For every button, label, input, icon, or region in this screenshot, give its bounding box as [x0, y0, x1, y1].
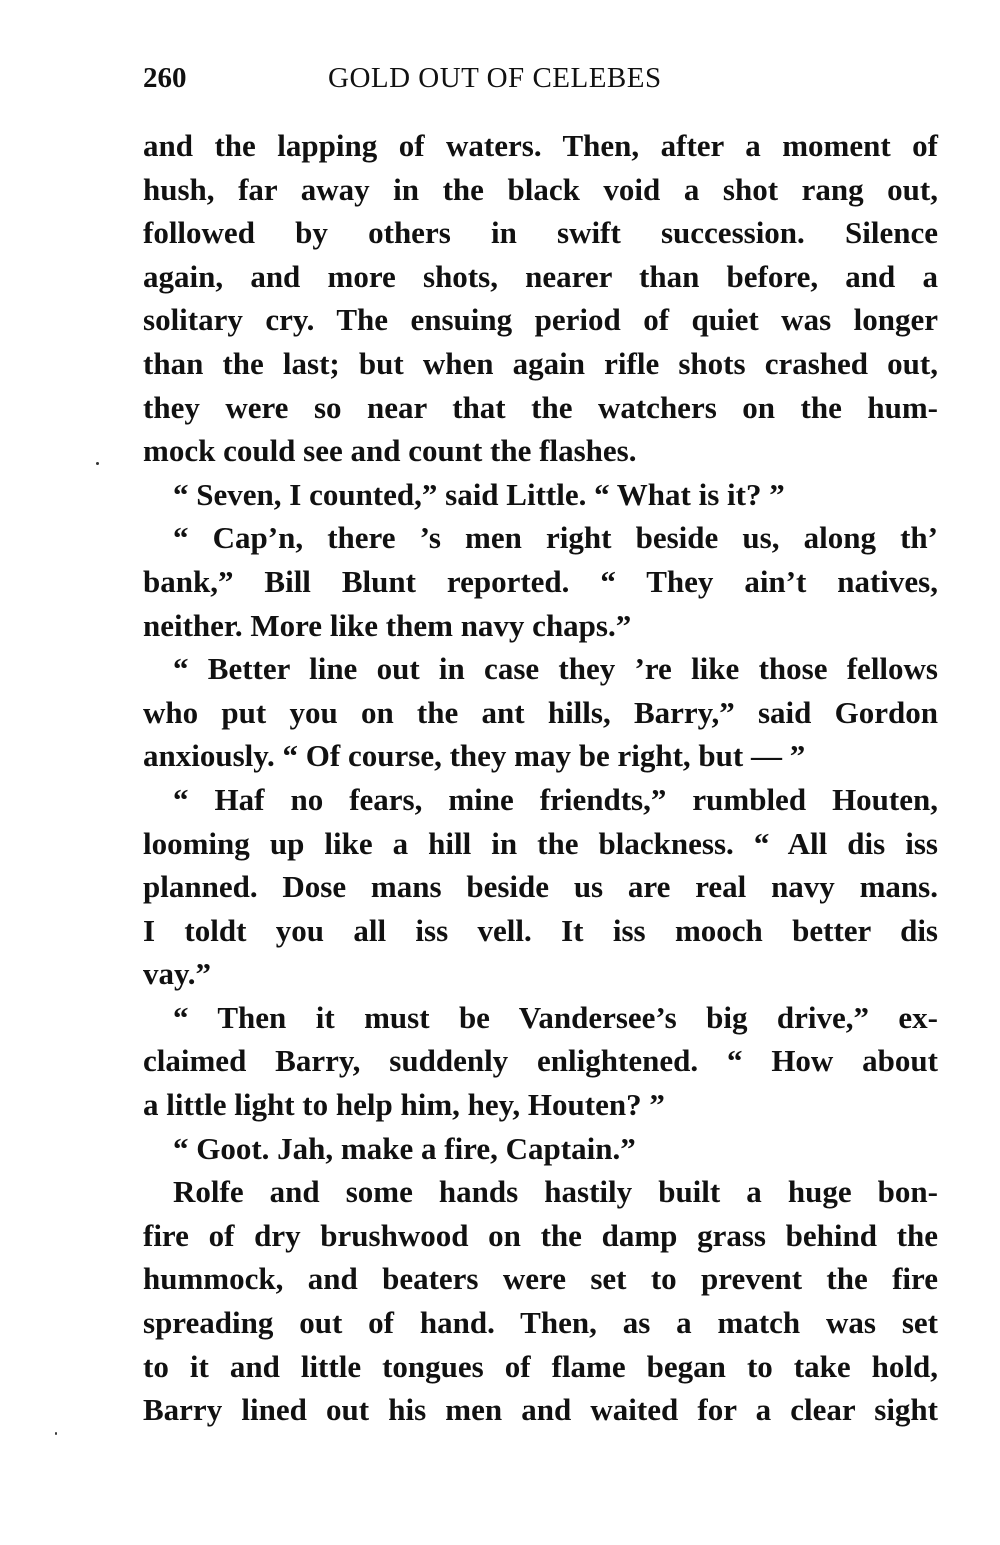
text-line: Barry lined out his men and waited for a clear sight	[143, 1392, 938, 1428]
text-line: “ Goot. Jah, make a fire, Captain.”	[173, 1130, 636, 1166]
text-line: fire of dry brushwood on the damp grass behind the	[143, 1217, 938, 1253]
text-line: “ Then it must be Vandersee’s big drive,” ex-	[173, 999, 938, 1035]
text-line: bank,” Bill Blunt reported. “ They ain’t natives,	[143, 563, 938, 599]
text-line: followed by others in swift succession. Silence	[143, 215, 938, 251]
text-line: mock could see and count the flashes.	[143, 433, 637, 469]
text-line: to it and little tongues of flame began to take hold,	[143, 1348, 938, 1384]
text-line: again, and more shots, nearer than before, and a	[143, 258, 938, 294]
text-line: looming up like a hill in the blackness. “ All dis iss	[143, 825, 938, 861]
page-number: 260	[143, 62, 187, 94]
text-line: “ Cap’n, there ’s men right beside us, along th’	[173, 520, 938, 556]
running-title: GOLD OUT OF CELEBES	[328, 62, 662, 94]
text-line: hummock, and beaters were set to prevent the fire	[143, 1261, 938, 1297]
text-line: planned. Dose mans beside us are real navy mans.	[143, 869, 938, 905]
text-line: who put you on the ant hills, Barry,” said Gordon	[143, 694, 938, 730]
text-line: neither. More like them navy chaps.”	[143, 607, 632, 643]
text-line: spreading out of hand. Then, as a match was set	[143, 1305, 938, 1341]
body-text	[143, 124, 938, 1432]
text-line: Rolfe and some hands hastily built a huge bon-	[173, 1174, 938, 1210]
text-line: a little light to help him, hey, Houten? ”	[143, 1087, 665, 1123]
text-line: vay.”	[143, 956, 212, 992]
scan-speck	[96, 462, 99, 465]
text-line: “ Seven, I counted,” said Little. “ What is it? ”	[173, 476, 785, 512]
text-line: claimed Barry, suddenly enlightened. “ How about	[143, 1043, 938, 1079]
running-header	[143, 62, 938, 102]
text-line: “ Better line out in case they ’re like those fellows	[173, 651, 938, 687]
text-line: they were so near that the watchers on the hum-	[143, 389, 938, 425]
text-line: than the last; but when again rifle shots crashed out,	[143, 345, 938, 381]
text-line: and the lapping of waters. Then, after a moment of	[143, 128, 938, 163]
text-line: I toldt you all iss vell. It iss mooch better dis	[143, 912, 938, 948]
text-line: solitary cry. The ensuing period of quiet was longer	[143, 302, 938, 338]
text-line: anxiously. “ Of course, they may be right, but — ”	[143, 738, 806, 774]
scan-speck	[55, 1432, 57, 1435]
text-line: “ Haf no fears, mine friendts,” rumbled Houten,	[173, 781, 938, 817]
text-line: hush, far away in the black void a shot rang out,	[143, 171, 938, 207]
